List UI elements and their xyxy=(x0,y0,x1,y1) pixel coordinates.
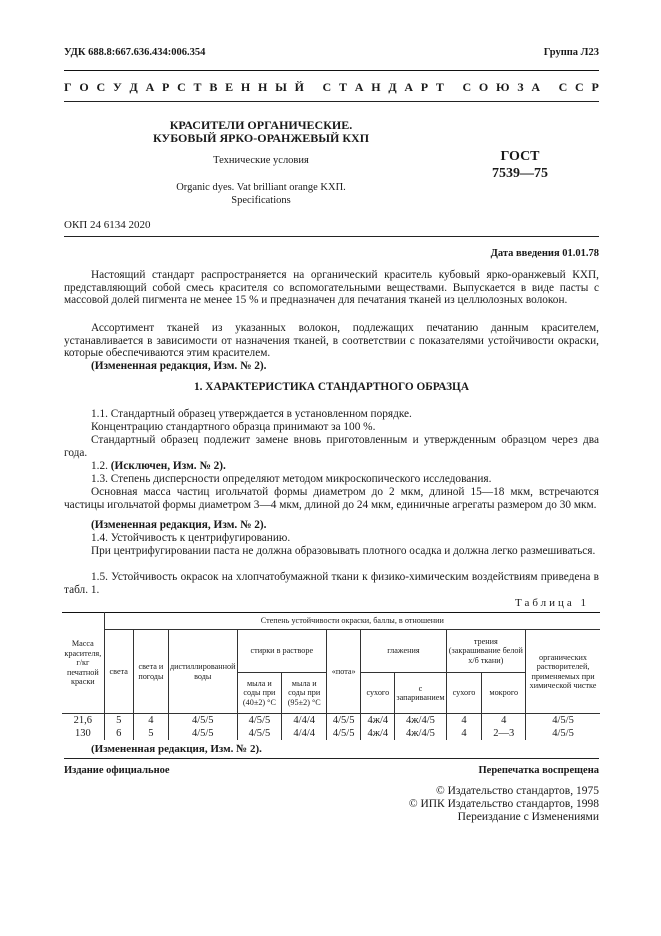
intro-text-2: Ассортимент тканей из указанных волокон, подлежащих печатанию данным красителем, устанавливается в зависимости от назначения тканей, в соответствии с показателями устойчивости окраски, которые обеспечиваются этим красителем. xyxy=(64,322,599,360)
th-wash: стирки в растворе xyxy=(237,630,327,673)
footer-rule xyxy=(64,758,599,759)
th-rub-wet: мокрого xyxy=(482,673,526,714)
table-cell: 4ж/4 xyxy=(361,714,395,728)
heading-letter: Г xyxy=(64,80,72,94)
clause-1-1b xyxy=(64,421,599,434)
clause-1-1c-text: Стандартный образец подлежит замене вновь приготовленным и утвержденным образцом через два года. xyxy=(64,434,599,459)
table-cell: 4 xyxy=(133,714,168,728)
english-title-2: Specifications xyxy=(231,195,291,206)
heading-letter: С xyxy=(462,80,472,94)
table-cell: 21,6 xyxy=(62,714,104,728)
table-cell: 4/5/5 xyxy=(169,714,238,728)
heading-letter: Ы xyxy=(275,80,287,94)
table-cell: 5 xyxy=(133,727,168,740)
th-distilled-water: дистиллированной воды xyxy=(169,630,238,714)
intro-paragraph-2 xyxy=(64,322,599,360)
english-title-1: Organic dyes. Vat brilliant orange KXП. xyxy=(176,182,346,193)
table-cell: 4ж/4 xyxy=(361,727,395,740)
heading-letter: О xyxy=(478,80,489,94)
clause-1-5 xyxy=(64,571,599,596)
heading-letter: С xyxy=(558,80,568,94)
clause-1-3b-text: Основная масса частиц игольчатой формы диаметром до 2 мкм, длиной 15—18 мкм, встречаются частицы игольчатой формы диаметром 3—4 мкм, длиной до 24 мкм, единичные агрегаты размером до 30 мкм. xyxy=(64,486,599,511)
table-cell: 4 xyxy=(446,714,482,728)
title-line-2: КУБОВЫЙ ЯРКО-ОРАНЖЕВЫЙ КХП xyxy=(152,131,370,145)
clause-1-2-num: 1.2. xyxy=(91,460,108,472)
th-ironing: глажения xyxy=(361,630,446,673)
heading-letter: У xyxy=(112,80,122,94)
heading-letter: А xyxy=(404,80,414,94)
heading-letter: Ю xyxy=(495,80,510,94)
clause-1-4b xyxy=(64,545,599,558)
clause-1-3-text: 1.3. Степень дисперсности определяют методом микроскопического исследования. xyxy=(91,473,492,485)
table-cell: 4/5/5 xyxy=(237,727,282,740)
heading-letter: Т xyxy=(435,80,444,94)
heading-letter: Р xyxy=(420,80,429,94)
clause-1-3-note xyxy=(64,519,599,532)
okp-code: ОКП 24 6134 2020 xyxy=(64,219,151,231)
table-cell: 4 xyxy=(446,727,482,740)
table-1-note: (Измененная редакция, Изм. № 2). xyxy=(91,743,262,755)
heading-letter: Р xyxy=(591,80,599,94)
th-group: Степень устойчивости окраски, баллы, в отношении xyxy=(104,613,600,630)
clause-1-1 xyxy=(64,408,599,421)
heading-letter: С xyxy=(575,80,584,94)
heading-letter: Е xyxy=(225,80,234,94)
th-sweat: «пота» xyxy=(327,630,361,714)
heading-letter: Т xyxy=(338,80,347,94)
th-mass: Масса красителя, г/кг печатной краски xyxy=(62,613,104,714)
table-cell: 4ж/4/5 xyxy=(395,714,446,728)
heading-letter: Н xyxy=(258,80,268,94)
th-light: света xyxy=(104,630,133,714)
copyright-1998: © ИПК Издательство стандартов, 1998 xyxy=(408,798,599,810)
group-code: Группа Л23 xyxy=(543,47,599,58)
clause-1-1b-text: Концентрацию стандартного образца принимают за 100 %. xyxy=(91,421,376,433)
subtitle: Технические условия xyxy=(213,155,309,166)
intro-note xyxy=(64,360,599,373)
section-1-title: 1. ХАРАКТЕРИСТИКА СТАНДАРТНОГО ОБРАЗЦА xyxy=(194,381,469,393)
udk-code: УДК 688.8:667.636.434:006.354 xyxy=(64,47,206,58)
intro-note-text: (Измененная редакция, Изм. № 2). xyxy=(91,360,267,372)
table-1 xyxy=(62,612,600,740)
gost-number: 7539—75 xyxy=(492,166,548,181)
heading-letter: Т xyxy=(193,80,202,94)
table-cell: 4/5/5 xyxy=(327,727,361,740)
intro-date: Дата введения 01.01.78 xyxy=(490,248,599,259)
clause-1-2 xyxy=(64,460,599,473)
reprint-notice: Перепечатка воспрещена xyxy=(478,765,599,776)
heading-letter: О xyxy=(79,80,89,94)
heading-letter: Й xyxy=(294,80,305,94)
clause-1-4b-text: При центрифугировании паста не должна образовывать плотного осадка и должна легко размешиваться. xyxy=(91,545,596,557)
clause-1-3 xyxy=(64,473,599,486)
state-standard-heading xyxy=(64,80,599,95)
official-edition: Издание официальное xyxy=(64,765,170,776)
heading-space xyxy=(548,80,551,95)
heading-letter: З xyxy=(517,80,524,94)
clause-1-3b xyxy=(64,486,599,511)
state-rule xyxy=(64,101,599,102)
heading-space xyxy=(312,80,315,95)
reissue-note: Переиздание с Изменениями xyxy=(457,811,599,823)
table-cell: 4 xyxy=(482,714,526,728)
th-iron-dry: сухого xyxy=(361,673,395,714)
table-cell: 5 xyxy=(104,714,133,728)
table-cell: 4/5/5 xyxy=(169,727,238,740)
clause-1-3-note-text: (Измененная редакция, Изм. № 2). xyxy=(91,519,267,531)
clause-1-1-text: 1.1. Стандартный образец утверждается в установленном порядке. xyxy=(91,408,412,420)
table-cell: 4/4/4 xyxy=(282,714,327,728)
th-wash-95: мыла и соды при (95±2) °С xyxy=(282,673,327,714)
table-cell: 4ж/4/5 xyxy=(395,727,446,740)
th-solvents: органических растворителей, применяемых при химической чистке xyxy=(526,630,600,714)
table-cell: 130 xyxy=(62,727,104,740)
table-cell: 2—3 xyxy=(482,727,526,740)
top-rule xyxy=(64,70,599,71)
table-cell: 4/5/5 xyxy=(327,714,361,728)
intro-paragraph-1 xyxy=(64,269,599,307)
table-cell: 4/5/5 xyxy=(237,714,282,728)
heading-space xyxy=(452,80,455,95)
heading-letter: Д xyxy=(388,80,397,94)
clause-1-4-text: 1.4. Устойчивость к центрифугированию. xyxy=(91,532,291,544)
heading-letter: Н xyxy=(240,80,251,94)
table-cell: 4/5/5 xyxy=(526,727,600,740)
th-light-weather: света и погоды xyxy=(133,630,168,714)
heading-letter: Н xyxy=(371,80,381,94)
clause-1-2-text: (Исключен, Изм. № 2). xyxy=(110,460,226,472)
heading-letter: Р xyxy=(162,80,170,94)
heading-letter: С xyxy=(177,80,186,94)
heading-letter: А xyxy=(531,80,541,94)
clause-1-4 xyxy=(64,532,599,545)
intro-text-1: Настоящий стандарт распространяется на органический краситель кубовый ярко-оранжевый КХП, представляющий собой смесь красителя со вспомогательными веществами. Выпускается в виде пасты с массовой долей пигмента не менее 15 % и предназначен для печатания тканей из целлюлозных волокон. xyxy=(64,269,599,307)
heading-letter: Д xyxy=(129,80,138,94)
heading-letter: А xyxy=(145,80,155,94)
th-wash-40: мыла и соды при (40±2) °С xyxy=(237,673,282,714)
okp-rule xyxy=(64,236,599,237)
gost-label: ГОСТ xyxy=(500,149,540,164)
table-cell: 4/4/4 xyxy=(282,727,327,740)
th-rub-dry: сухого xyxy=(446,673,482,714)
table-cell: 6 xyxy=(104,727,133,740)
clause-1-5-text: 1.5. Устойчивость окрасок на хлопчатобумажной ткани к физико-химическим воздействиям приведена в табл. 1. xyxy=(64,571,599,596)
table-cell: 4/5/5 xyxy=(526,714,600,728)
copyright-1975: © Издательство стандартов, 1975 xyxy=(435,785,599,797)
heading-letter: В xyxy=(209,80,218,94)
heading-letter: С xyxy=(96,80,106,94)
th-iron-steam: с запариванием xyxy=(395,673,446,714)
clause-1-1c xyxy=(64,434,599,459)
table-1-label: Таблица 1 xyxy=(515,597,590,609)
title-line-1: КРАСИТЕЛИ ОРГАНИЧЕСКИЕ. xyxy=(169,118,353,132)
th-rubbing: трения (закрашивание белой х/б ткани) xyxy=(446,630,526,673)
heading-letter: А xyxy=(354,80,364,94)
heading-letter: С xyxy=(322,80,332,94)
